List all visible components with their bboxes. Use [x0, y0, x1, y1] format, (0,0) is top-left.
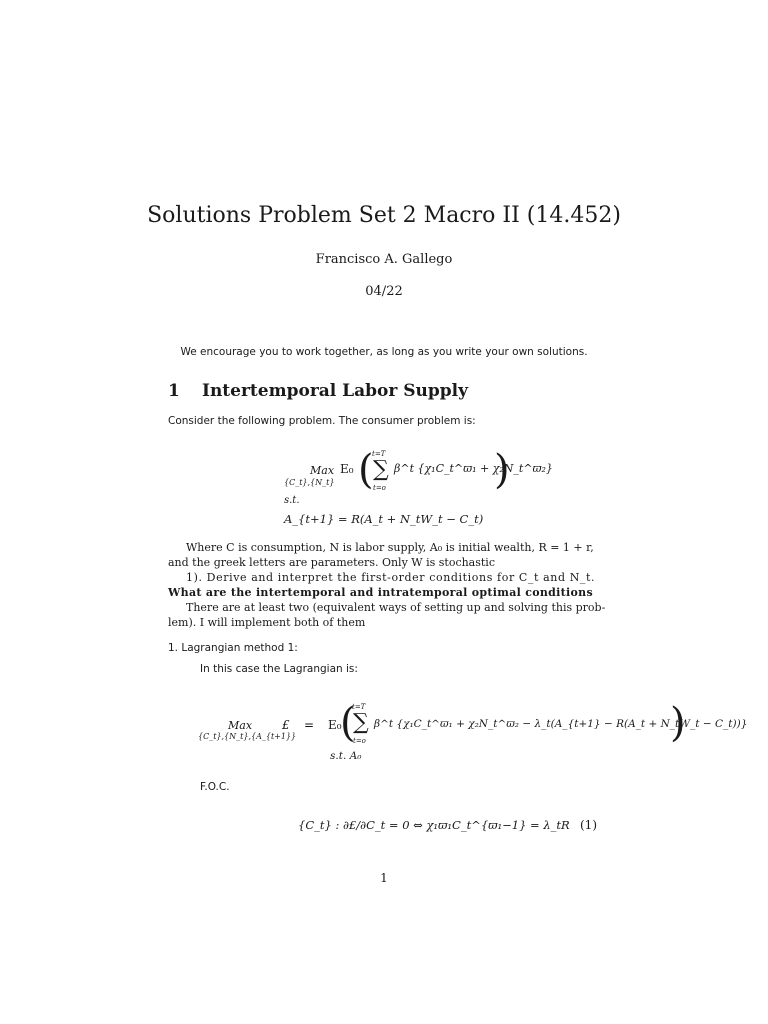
max-subscript-2: {C_t},{N_t},{A_{t+1}}: [198, 732, 297, 741]
right-paren: ): [494, 447, 510, 493]
left-paren: (: [358, 447, 374, 493]
para2-line1: 1). Derive and interpret the first-order conditions for C_t and N_t.: [186, 571, 596, 584]
lagrangian-intro: In this case the Lagrangian is:: [200, 663, 358, 675]
foc-label: F.O.C.: [200, 781, 230, 793]
sum-symbol: ∑: [373, 457, 389, 482]
date: 04/22: [365, 284, 403, 299]
expectation-2: E₀: [328, 718, 342, 732]
right-paren-2: ): [670, 700, 686, 746]
sum-symbol-2: ∑: [353, 710, 369, 735]
objective-equation: [284, 447, 553, 496]
max-operator-2: Max: [228, 719, 253, 732]
max-subscript: {C_t},{N_t}: [284, 478, 335, 487]
left-paren-2: (: [340, 700, 356, 746]
intro-text: Consider the following problem. The consumer problem is:: [168, 415, 476, 427]
section-heading: [168, 381, 468, 401]
list-item-1: 1. Lagrangian method 1:: [168, 642, 298, 654]
page-number: 1: [380, 871, 388, 885]
sum-bottom-2: t=o: [353, 737, 366, 745]
lagrangian-body: β^t {χ₁C_t^ϖ₁ + χ₂N_t^ϖ₂ − λ_t(A_{t+1} − R(A_t + N_tW_t − C_t))}: [374, 718, 748, 730]
section-number: 1: [168, 381, 180, 401]
expectation: E₀: [340, 462, 354, 476]
paper-title: Solutions Problem Set 2 Macro II (14.452): [147, 203, 621, 228]
para1-line1: Where C is consumption, N is labor supply, A₀ is initial wealth, R = 1 + r,: [186, 541, 594, 554]
lagrangian-equation: [196, 700, 748, 751]
objective-body: β^t {χ₁C_t^ϖ₁ + χ₂N_t^ϖ₂}: [394, 462, 553, 475]
lagrangian-symbol: £: [282, 718, 290, 732]
sum-bottom: t=o: [373, 484, 386, 492]
foc-equation: {C_t} : ∂£/∂C_t = 0 ⇔ χ₁ϖ₁C_t^{ϖ₁−1} = λ_tR: [298, 818, 570, 832]
para1-line2: and the greek letters are parameters. Only W is stochastic: [168, 556, 495, 569]
equation-number: (1): [580, 818, 597, 832]
para3-line1: There are at least two (equivalent ways of setting up and solving this prob-: [186, 601, 606, 614]
max-operator: Max: [310, 464, 335, 477]
sum-top-2: t=T: [352, 703, 366, 711]
st-label: s.t.: [284, 495, 300, 506]
sum-top: t=T: [372, 450, 386, 458]
para2-line2: What are the intertemporal and intratemporal optimal conditions: [168, 586, 593, 599]
equals-sign: =: [304, 718, 315, 732]
para3-line2: lem). I will implement both of them: [168, 616, 366, 629]
author: Francisco A. Gallego: [315, 252, 453, 267]
st-initial-wealth: s.t. A₀: [330, 750, 362, 762]
section-title: Intertemporal Labor Supply: [202, 381, 468, 401]
abstract: We encourage you to work together, as long as you write your own solutions.: [180, 346, 588, 358]
budget-constraint: A_{t+1} = R(A_t + N_tW_t − C_t): [284, 512, 484, 526]
